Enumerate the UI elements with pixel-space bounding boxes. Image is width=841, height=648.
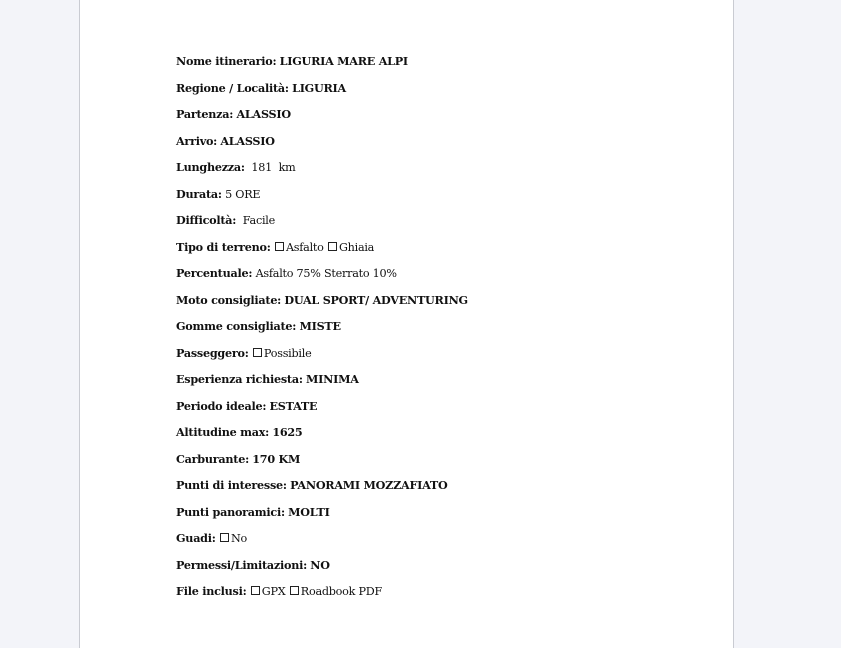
- field-label: Percentuale:: [176, 266, 253, 280]
- field-periodo: [176, 396, 696, 423]
- field-nome-itinerario: [176, 51, 696, 78]
- no-checkbox[interactable]: [220, 533, 229, 542]
- field-value: ALASSIO: [236, 107, 291, 121]
- field-punti-interesse: [176, 475, 696, 502]
- field-value: 181 km: [251, 161, 296, 174]
- field-value: Asfalto 75% Sterrato 10%: [255, 267, 397, 280]
- option-label-no: No: [230, 532, 247, 545]
- itinerary-form: [176, 51, 696, 608]
- field-label: Difficoltà:: [176, 213, 237, 227]
- field-tipo-terreno: [176, 237, 696, 264]
- field-esperienza: [176, 369, 696, 396]
- field-label: Permessi/Limitazioni:: [176, 557, 307, 572]
- field-value: ALASSIO: [220, 133, 275, 148]
- field-label: Esperienza richiesta:: [176, 372, 303, 386]
- field-regione: [176, 78, 696, 105]
- field-value: LIGURIA MARE ALPI: [279, 54, 408, 68]
- field-file-inclusi: [176, 581, 696, 608]
- field-label: Guadi:: [176, 531, 216, 545]
- option-label-gpx: GPX: [261, 585, 286, 598]
- field-label: Altitudine max:: [176, 425, 270, 439]
- option-label-possibile: Possibile: [263, 346, 312, 360]
- roadbook-pdf-checkbox[interactable]: [290, 586, 299, 595]
- option-label-ghiaia: Ghiaia: [338, 240, 375, 254]
- field-label: File inclusi:: [176, 584, 247, 598]
- ghiaia-checkbox[interactable]: [328, 242, 337, 251]
- field-value: 5 ORE: [225, 187, 261, 201]
- field-label: Moto consigliate:: [176, 292, 282, 307]
- field-label: Nome itinerario:: [176, 54, 277, 68]
- field-value: LIGURIA: [292, 80, 346, 95]
- possibile-checkbox[interactable]: [253, 348, 262, 357]
- field-percentuale: [176, 263, 696, 290]
- field-value: 1625: [272, 425, 303, 439]
- field-value: 170 KM: [252, 451, 301, 466]
- field-label: Carburante:: [176, 451, 249, 466]
- field-punti-panoramici: [176, 502, 696, 529]
- field-gomme: [176, 316, 696, 343]
- field-difficolta: [176, 210, 696, 237]
- field-permessi: [176, 555, 696, 582]
- field-passeggero: [176, 343, 696, 370]
- field-value: DUAL SPORT/ ADVENTURING: [284, 292, 468, 307]
- field-value: MISTE: [299, 319, 341, 333]
- field-label: Lunghezza:: [176, 160, 245, 174]
- field-value: MOLTI: [288, 504, 330, 519]
- field-label: Passeggero:: [176, 345, 249, 360]
- field-label: Regione / Località:: [176, 80, 289, 95]
- field-label: Tipo di terreno:: [176, 239, 271, 254]
- field-value: NO: [310, 557, 330, 572]
- option-label-asfalto: Asfalto: [285, 240, 324, 254]
- field-lunghezza: [176, 157, 696, 184]
- field-guadi: [176, 528, 696, 555]
- field-value: MINIMA: [306, 372, 359, 386]
- field-value: Facile: [242, 214, 275, 227]
- field-label: Punti di interesse:: [176, 478, 287, 492]
- field-label: Punti panoramici:: [176, 504, 285, 519]
- gpx-checkbox[interactable]: [251, 586, 260, 595]
- field-label: Durata:: [176, 186, 222, 201]
- field-label: Periodo ideale:: [176, 398, 267, 413]
- asfalto-checkbox[interactable]: [275, 242, 284, 251]
- field-carburante: [176, 449, 696, 476]
- field-arrivo: [176, 131, 696, 158]
- option-label-roadbook-pdf: Roadbook PDF: [300, 585, 382, 598]
- field-value: ESTATE: [269, 398, 318, 413]
- field-durata: [176, 184, 696, 211]
- field-altitudine: [176, 422, 696, 449]
- field-value: PANORAMI MOZZAFIATO: [290, 478, 448, 492]
- field-label: Partenza:: [176, 107, 234, 121]
- document-page: [79, 0, 734, 648]
- field-moto: [176, 290, 696, 317]
- field-partenza: [176, 104, 696, 131]
- field-label: Arrivo:: [176, 133, 218, 148]
- field-label: Gomme consigliate:: [176, 319, 297, 333]
